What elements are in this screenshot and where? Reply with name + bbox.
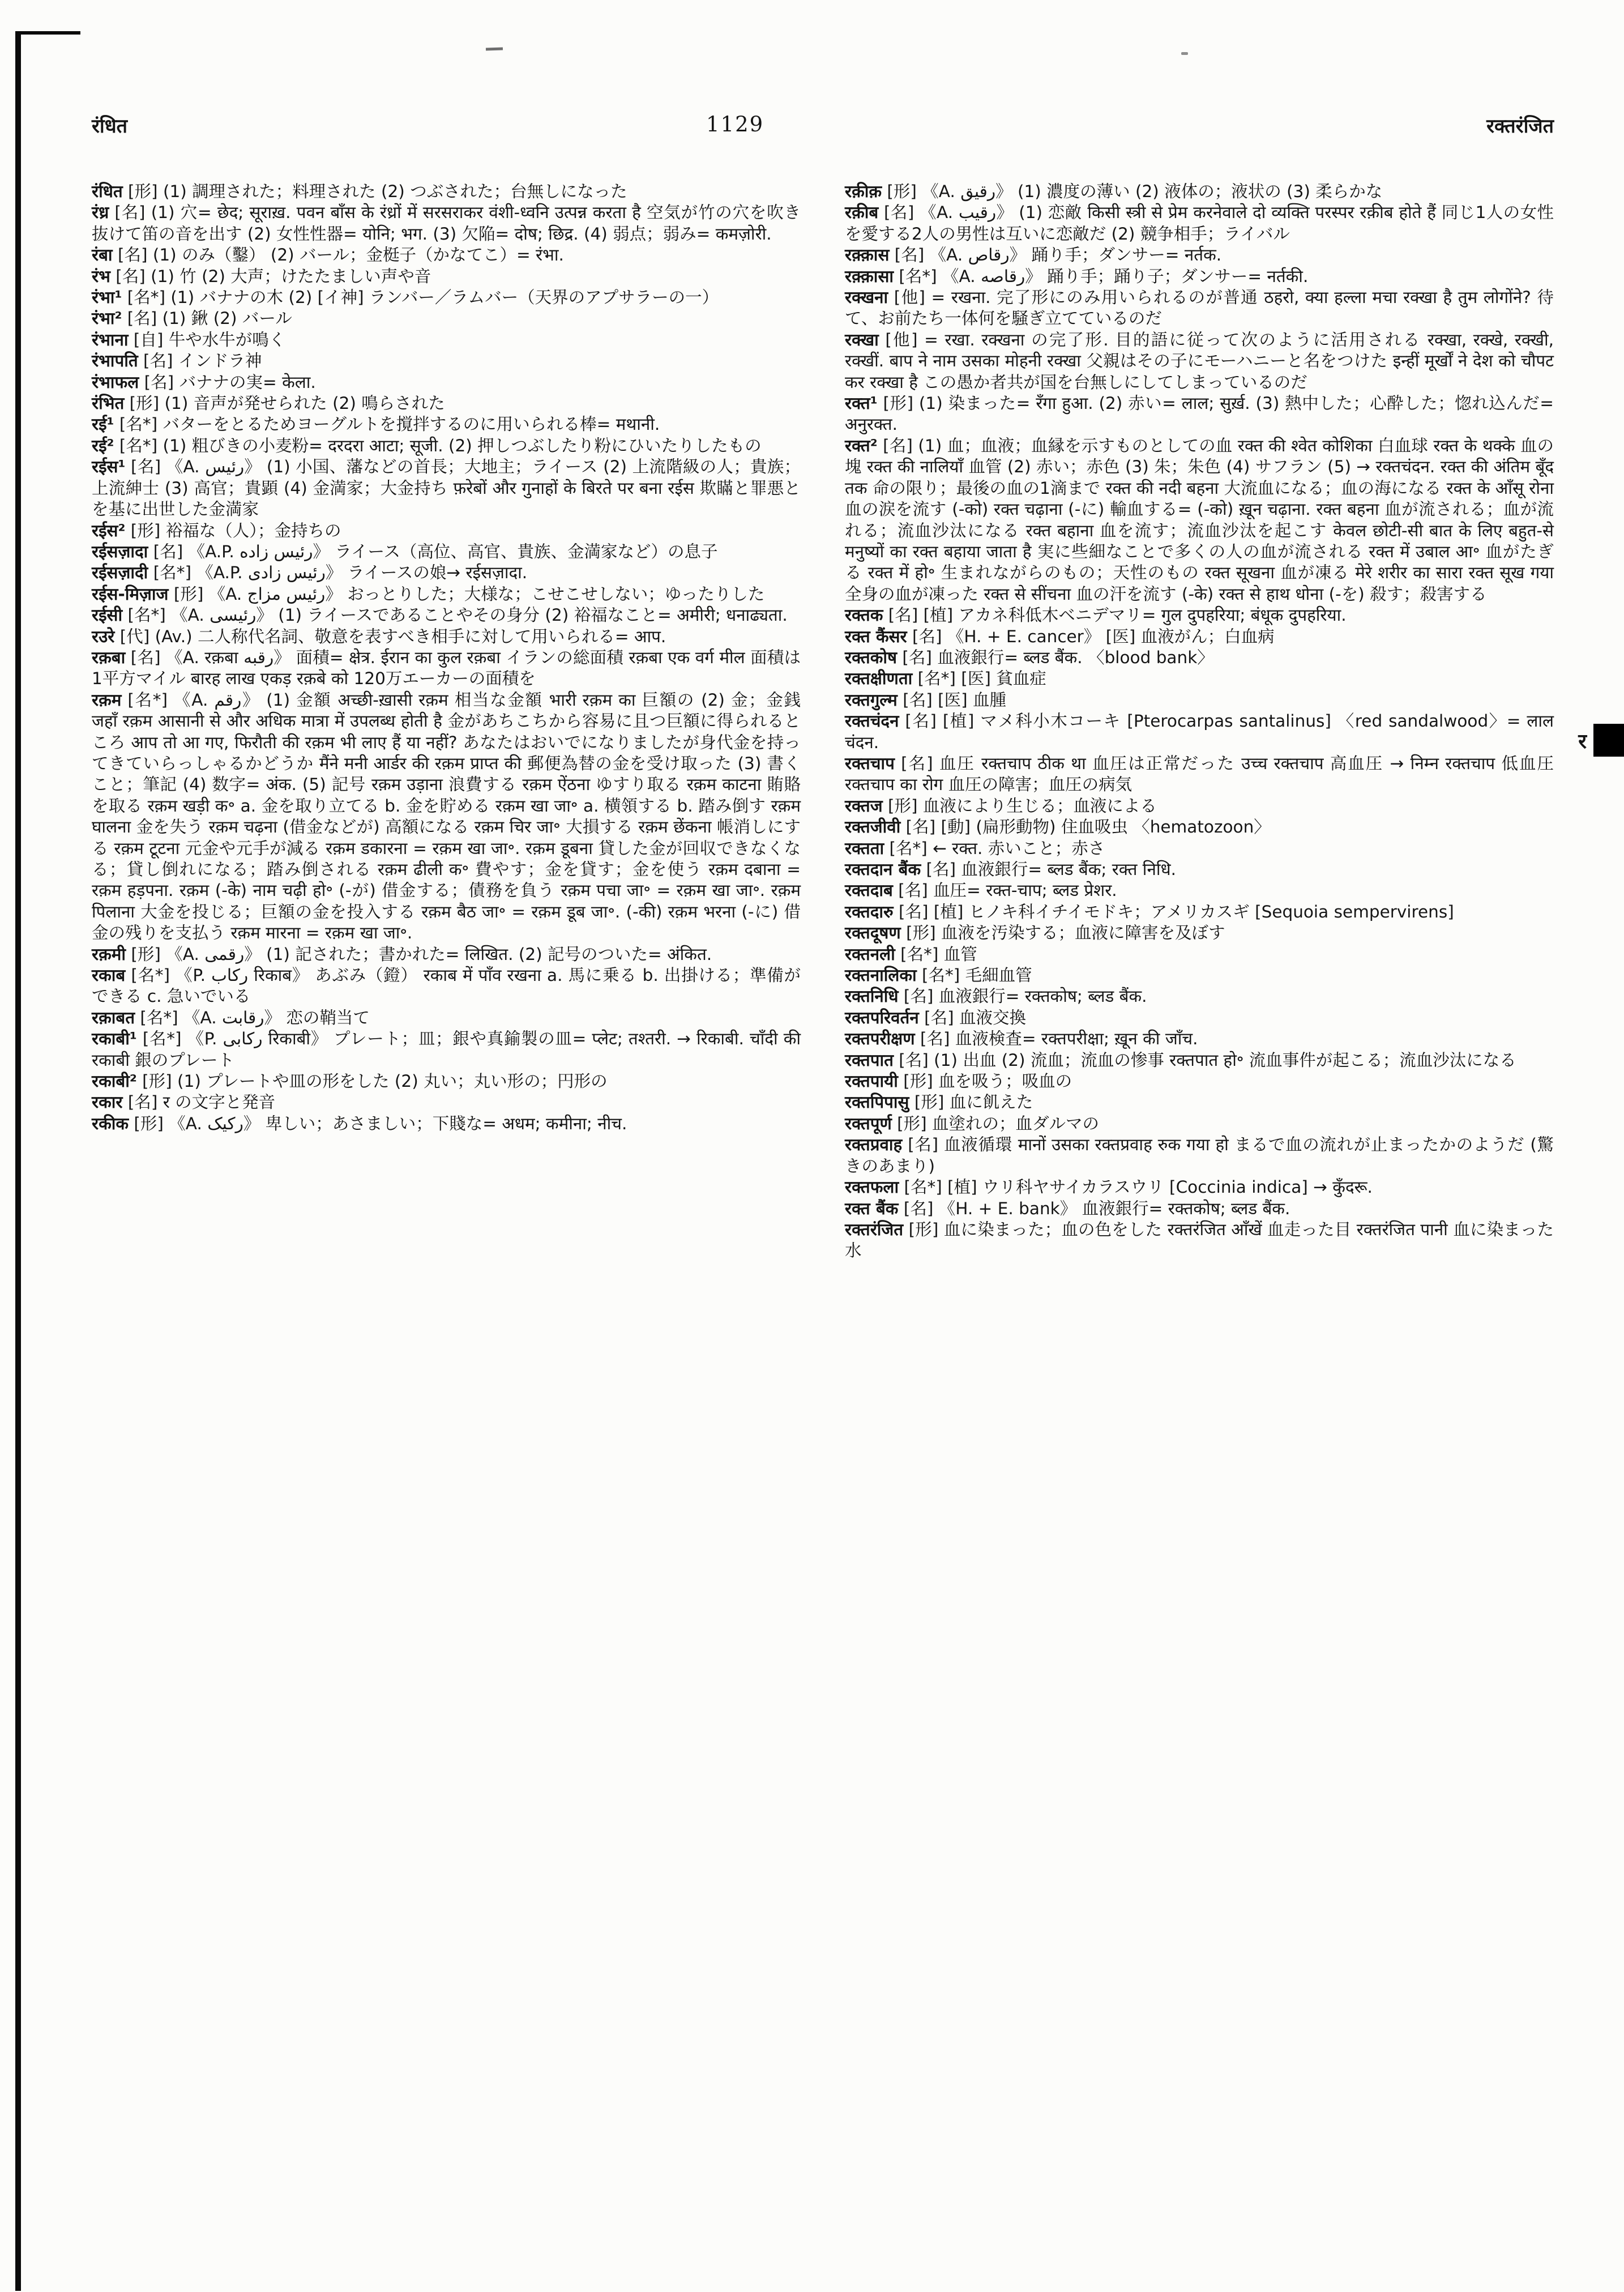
entry-headword: रंभा² [92,309,122,328]
dictionary-entry [92,605,801,626]
entry-headword: रंभापति [92,351,138,371]
entry-headword: रक़म [92,690,122,710]
dictionary-entry [92,944,801,965]
entry-headword: रक्तचंदन [845,711,899,731]
dictionary-entry [845,1028,1554,1049]
entry-body: [名*] 《P. رکابی रिकाबी》 プレート；皿；銀や真鍮製の皿= प्लेट; तश्तरी. → रिकाबी. चाँदी की रकाबी 銀のプレート [92,1029,801,1070]
entry-headword: रक्तपात [845,1050,894,1070]
entry-headword: रक्तप्रवाह [845,1135,903,1155]
entry-body: [名] [医] 血腫 [897,690,1006,710]
entry-headword: रक़बा [92,647,126,667]
dictionary-entry [92,1028,801,1071]
entry-body: [形] 《A. رکیک》 卑しい；あさましい；下賤な= अधम; कमीना; नीच. [129,1113,627,1133]
entry-headword: रकाबी² [92,1072,137,1091]
entry-body: [名] 《A.P. رئيس زاده》 ライース（高位、高官、貴族、金満家など）の息子 [148,541,718,561]
entry-headword: रक़ीब [845,203,879,223]
entry-body: [名] [植] アカネ科低木ベニデマリ= गुल दुपहरिया; बंधूक दुपहरिया. [883,605,1347,625]
dictionary-entry [845,690,1554,711]
entry-body: [名] [植] マメ科小木コーキ [Pterocarpas santalinus] 〈red sandalwood〉= लाल चंदन. [845,711,1554,752]
entry-body: [形] 血に飢えた [909,1092,1033,1112]
entry-headword: रक़ाबत [92,1008,135,1027]
entry-headword: रक्तदारु [845,902,894,921]
entry-body: [形] 血に染まった；血の色をした रक्तरंजित आँखें 血走った目 रक्तरंजित पानी 血に染まった水 [845,1219,1554,1261]
entry-headword: रंभा¹ [92,288,122,308]
dictionary-entry [845,626,1554,647]
dictionary-entry [92,436,801,456]
entry-body: [名*] 《A. رقابت》 恋の鞘当て [135,1008,370,1027]
entry-body: [名*] 《P. رکاب रिकाब》 あぶみ（鐙） रकाब में पाँव रखना a. 馬に乗る b. 出掛ける；準備ができる c. 急いでいる [92,966,801,1006]
entry-body: [名] 《A. رقیب》 (1) 恋敵 किसी स्त्री से प्रेम करनेवाले दो व्यक्ति परस्पर रक़ीब होते हैं 同じ1人の女性を愛する2人の男性は互いに恋敵だ (2) 競争相手；ライバル [845,203,1554,244]
dictionary-entry [92,393,801,414]
entry-headword: रक्तपूर्ण [845,1113,892,1133]
entry-headword: रकीक [92,1113,129,1133]
entry-body: [他] = रखा. रक्खना の完了形. 目的語に従って次のように活用される रक्खा, रक्खे, रक्खी, रक्खीं. बाप ने नाम उसका मोहनी रक्खा 父親はその子にモーハニーと名をつけた इन्हीं मूर्खों ने देश को चौपट कर रक्खा है この愚か者共が国を台無しにしてしまっているのだ [845,330,1554,392]
dictionary-entry [92,520,801,541]
entry-body: [形] 血を吸う；吸血の [898,1072,1072,1091]
entry-body: [名] (1) 血；血液；血縁を示すものとしての血 रक्त की श्वेत कोशिका 白血球 रक्त के थक्के 血の塊 रक्त की नालियाँ 血管 (2) 赤い；赤色 (3) 朱；朱色 (4) サフラン (5) → रक्तचंदन. रक्त की अंतिम बूँद तक 命の限り；最後の血の1滴まで रक्त की नदी बहना 大流血になる；血の海になる रक्त के आँसू रोना 血の涙を流す (-को) रक्त चढ़ाना (-に) 輸血する= (-को) ख़ून चढ़ाना. रक्त बहना 血が流される；血が流れる；流血沙汰になる रक्त बहाना 血を流す；流血沙汰を起こす केवल छोटी-सी बात के लिए बहुत-से मनुष्यों का रक्त बहाया जाता है 実に些細なことで多くの人の血が流される रक्त में उबाल आ॰ 血がたぎる रक्त में हो॰ 生まれながらのもの；天性のもの रक्त सूखना 血が凍る मेरे शरीर का सारा रक्त सूख गया 全身の血が凍った रक्त से सींचना 血の汗を流す (-के) रक्त से हाथ धोना (-を) 殺す；殺害する [845,436,1554,604]
dictionary-entry [845,838,1554,859]
dictionary-entry [92,181,801,202]
entry-body: [名*] 毛細血管 [916,966,1032,985]
entry-headword: रक्तपिपासु [845,1092,909,1112]
thumb-index-letter: र [1578,729,1587,753]
entry-headword: रंभ [92,266,110,286]
entry-headword: रकाब [92,966,126,985]
dictionary-entry [845,202,1554,245]
thumb-index-block-icon [1593,724,1624,757]
dictionary-entry [845,711,1554,753]
dictionary-entry [92,1071,801,1092]
dictionary-entry [92,266,801,287]
dictionary-entry [845,1113,1554,1134]
entry-body: [名] インドラ神 [138,351,262,371]
entry-headword: रक्तदाब [845,881,893,900]
entry-headword: रउरे [92,626,115,646]
entry-headword: रक्तरंजित [845,1219,904,1239]
entry-body: [名] 血圧= रक्त-चाप; ब्लड प्रेशर. [892,881,1117,900]
entry-headword: रईसज़ादी [92,563,148,583]
binding-edge-line [15,31,21,2291]
entry-body: [形] (1) 調理された；料理された (2) つぶされた；台無しになった [122,182,627,201]
entry-headword: रक्तदूषण [845,923,901,943]
entry-headword: रक्तपायी [845,1072,898,1091]
dictionary-entry [92,690,801,944]
dictionary-entry [845,796,1554,817]
entry-headword: रईस² [92,520,126,540]
entry-headword: रक्तता [845,838,884,858]
entry-body: [名*] [医] 貧血症 [912,669,1046,689]
running-header [92,112,1554,139]
entry-body: [名*] 《A. رقم》 (1) 金額 अच्छी-ख़ासी रक़म 相当な金額 भारी रक़म का 巨額の (2) 金；金銭 जहाँ रक़म आसानी से और अधिक मात्रा में उपलब्ध होती है 金があちこちから容易に且つ巨額に得られるところ आप तो आ गए, फिरौती की रक़म भी लाए हैं या नहीं? あなたはおいでになりましたが身代金を持ってきていらっしゃるかどうか मैंने मनी आर्डर की रक़म प्राप्त की 郵便為替の金を受け取った (3) 書くこと；筆記 (4) 数字= अंक. (5) 記号 रक़म उड़ाना 浪費する रक़म ऐंठना ゆすり取る रक़म काटना 賄賂を取る रक़म खड़ी क॰ a. 金を取り立てる b. 金を貯める रक़म खा जा॰ a. 横領する b. 踏み倒す रक़म घालना 金を失う रक़म चढ़ना (借金などが) 高額になる रक़म चिर जा॰ 大損する रक़म छेंकना 帳消しにする रक़म टूटना 元金や元手が減る रक़म डकारना = रक़म खा जा॰. रक़म डूबना 貸した金が回収できなくなる；貸し倒れになる；踏み倒される रक़म ढीली क॰ 費やす；金を貸す；金を使う रक़म दबाना = रक़म हड़पना. रक़म (-के) नाम चढ़ी हो॰ (-が) 借金する；債務を負う रक़म पचा जा॰ = रक़म खा जा॰. रक़म पिलाना 大金を投じる；巨額の金を投入する रक़म बैठ जा॰ = रक़म डूब जा॰. (-की) रक़म भरना (-に) 借金の残りを支払う रक़म मारना = रक़म खा जा॰. [92,690,801,943]
entry-headword: रक्त¹ [845,394,878,413]
entry-headword: रकार [92,1092,123,1112]
dictionary-entry [92,1113,801,1134]
entry-body: [名*] ← रक्त. 赤いこと；赤さ [884,838,1105,858]
entry-body: [名] 《H. + E. cancer》 [医] 血液がん；白血病 [907,626,1275,646]
page-number: 1129 [706,112,764,136]
left-column [92,181,801,1262]
dictionary-entry [845,753,1554,796]
dictionary-entry [92,1092,801,1113]
dictionary-entry [845,1177,1554,1198]
entry-body: [名*] 血管 [895,944,977,964]
text-block [92,181,1554,1262]
dictionary-entry [845,1219,1554,1262]
dictionary-entry [845,393,1554,436]
dictionary-entry [845,944,1554,965]
entry-headword: रंभाफल [92,372,139,392]
dictionary-entry [92,626,801,647]
dictionary-entry [845,605,1554,626]
entry-headword: रंध्र [92,203,109,223]
entry-headword: रक्तचाप [845,753,895,773]
entry-headword: रक्तगुल्म [845,690,898,710]
dictionary-entry [845,181,1554,202]
entry-headword: रक्तनालिका [845,966,917,985]
dictionary-entry [92,562,801,583]
entry-body: [名] (1) のみ（鑿） (2) バール；金梃子（かなてこ）= रंभा. [112,245,564,265]
header-guide-word-right: रक्तरंजित [1486,115,1554,138]
entry-body: [形] 《A. رقیق》 (1) 濃度の薄い (2) 液体の；液状の (3) 柔らかな [882,182,1383,201]
entry-headword: रक्तनिधि [845,987,899,1006]
entry-body: [名*] [植] ウリ科ヤサイカラスウリ [Coccinia indica] → कुँदरू. [899,1177,1373,1197]
entry-headword: रक्खना [845,288,888,308]
entry-headword: रंभाना [92,330,129,349]
dictionary-entry [845,436,1554,605]
dictionary-entry [92,584,801,605]
entry-body: [名*] 《A. رئيسى》 (1) ライースであることやその身分 (2) 裕福なこと= अमीरी; धनाढ्यता. [122,605,788,625]
entry-body: [名] र の文字と発音 [122,1092,276,1112]
entry-body: [名*] (1) 粗びきの小麦粉= दरदरा आटा; सूजी. (2) 押しつぶしたり粉にひいたりしたもの [114,436,762,455]
entry-body: [名] (1) 鍬 (2) バール [122,309,292,328]
entry-body: [名] 《A. रक़बा رقبه》 面積= क्षेत्र. ईरान का कुल रक़बा イランの総面積 रक़बा एक वर्ग मील 面積は1平方マイル बारह लाख एकड़ रक़बे को 120万エーカーの面積を [92,647,801,689]
dictionary-entry [845,647,1554,668]
entry-body: [名] 血圧 रक्तचाप ठीक था 血圧は正常だった उच्च रक्तचाप 高血圧 → निम्न रक्तचाप 低血圧 रक्तचाप का रोग 血圧の障害；血圧の病気 [845,753,1554,795]
entry-body: [形] (1) 染まった= रँगा हुआ. (2) 赤い= लाल; सुर्ख़. (3) 熱中した；心酔した；惚れ込んだ= अनुरक्त. [845,394,1554,434]
dictionary-entry [92,372,801,393]
dictionary-entry [845,923,1554,944]
entry-headword: रई² [92,436,114,455]
binding-top-stub [15,31,80,35]
entry-body: [名] 《A. رقاص》 踊り手；ダンサー= नर्तक. [889,245,1222,265]
entry-body: [名] [動] (扁形動物) 住血吸虫 〈hematozoon〉 [900,817,1271,837]
entry-body: [名] 《A. رئيس》 (1) 小国、藩などの首長；大地主；ライース (2) 上流階級の人；貴族；上流紳士 (3) 高官；貴顕 (4) 金満家；大金持ち फ़रेबों और गुनाहों के बिरते पर बना रईस 欺瞞と罪悪とを基に出世した金満家 [92,457,801,519]
entry-body: [名] (1) 穴= छेद; सूराख़. पवन बाँस के रंध्रों में सरसराकर वंशी-ध्वनि उत्पन्न करता है 空気が竹の穴を吹き抜けて笛の音を出す (2) 女性性器= योनि; भग. (3) 欠陥= दोष; छिद्र. (4) 弱点；弱み= कमज़ोरी. [92,203,801,244]
entry-headword: रंधित [92,182,123,201]
dictionary-entry [92,965,801,1008]
dictionary-entry [845,1198,1554,1219]
dictionary-entry [92,287,801,308]
dictionary-entry [92,541,801,562]
dictionary-entry [845,668,1554,689]
entry-headword: रंभित [92,394,125,413]
entry-headword: रक्त कैंसर [845,626,907,646]
dictionary-entry [92,202,801,245]
dictionary-entry [92,245,801,266]
entry-headword: रक़्क़ासा [845,266,894,286]
entry-body: [名] (1) 竹 (2) 大声；けたたましい声や音 [110,266,431,286]
dictionary-entry [845,245,1554,266]
entry-headword: रक्तज [845,796,883,816]
dictionary-entry [92,1008,801,1028]
entry-headword: रक्तनली [845,944,895,964]
entry-headword: रईस-मिज़ाज [92,584,169,604]
dictionary-entry [845,817,1554,838]
entry-headword: रईस¹ [92,457,126,477]
entry-headword: रक़ीक़ [845,182,882,201]
dictionary-entry [845,859,1554,880]
entry-body: [形] 血液により生じる；血液による [882,796,1157,816]
dictionary-entry [845,1050,1554,1071]
dictionary-entry [845,1134,1554,1177]
entry-headword: रक़्क़ास [845,245,890,265]
entry-body: [代] (Av.) 二人称代名詞、敬意を表すべき相手に対して用いられる= आप. [114,626,666,646]
entry-body: [名] バナナの実= केला. [139,372,316,392]
entry-body: [名] 《H. + E. bank》 血液銀行= रक्तकोष; ब्लड बैंक. [898,1198,1290,1218]
entry-body: [名*] 《A. رقاصه》 踊り手；踊り子；ダンサー= नर्तकी. [894,266,1309,286]
dictionary-entry [92,647,801,690]
dictionary-entry [845,1092,1554,1113]
entry-body: [名*] (1) バナナの木 (2) [イ神] ランバー／ラムバー（天界のアプサラーの一） [122,288,719,308]
entry-body: [名*] 《A.P. رئيس زادى》 ライースの娘→ रईसज़ादा. [148,563,528,583]
entry-headword: रंबा [92,245,113,265]
dictionary-entry [92,456,801,520]
entry-headword: रक्तकोष [845,647,898,667]
entry-body: [名] 血液銀行= ब्लड बैंक; रक्त निधि. [921,860,1176,879]
entry-body: [形] 血塗れの；血ダルマの [891,1113,1100,1133]
entry-headword: रक्तदान बैंक [845,860,921,879]
entry-headword: रक्तपरीक्षण [845,1029,915,1049]
entry-body: [形] 裕福な（人）；金持ちの [125,520,341,540]
scan-artifact-dot [1181,52,1188,55]
entry-headword: रक़मी [92,944,126,964]
entry-headword: रकाबी¹ [92,1029,137,1049]
scan-artifact-dash [486,47,503,50]
entry-headword: रक्त बैंक [845,1198,899,1218]
entry-body: [形] (1) 音声が発せられた (2) 鳴らされた [124,394,445,413]
entry-body: [名] 血液検査= रक्तपरीक्षा; ख़ून की जाँच. [914,1029,1198,1049]
entry-body: [形] (1) プレートや皿の形をした (2) 丸い；丸い形の；円形の [136,1072,608,1091]
entry-body: [形] 《A. رقمى》 (1) 記された；書かれた= लिखित. (2) 記号のついた= अंकित. [126,944,712,964]
entry-headword: रई¹ [92,415,114,434]
entry-body: [名] 血液交換 [918,1008,1027,1027]
entry-body: [名] (1) 出血 (2) 流血；流血の惨事 रक्तपात हो॰ 流血事件が起こる；流血沙汰になる [893,1050,1516,1070]
entry-headword: रक्खा [845,330,879,349]
thumb-index-tab [1578,724,1624,757]
entry-body: [名*] バターをとるためヨーグルトを撹拌するのに用いられる棒= मथानी. [114,415,660,434]
dictionary-entry [845,986,1554,1007]
entry-body: [自] 牛や水牛が鳴く [128,330,286,349]
entry-body: [形] 《A. رئيس مزاج》 おっとりした；大様な；こせこせしない；ゆったりした [168,584,765,604]
entry-body: [他] = रखना. 完了形にのみ用いられるのが普通 ठहरो, क्या हल्ला मचा रक्खा है तुम लोगोंने? 待て、お前たち一体何を騒ぎ立てているのだ [845,288,1554,328]
dictionary-entry [92,330,801,351]
dictionary-entry [845,880,1554,901]
entry-body: [名] 血液銀行= रक्तकोष; ब्लड बैंक. [898,987,1147,1006]
entry-headword: रक्तक्षीणता [845,669,913,689]
entry-body: [名] 血液銀行= ब्लड बैंक. 〈blood bank〉 [897,647,1214,667]
dictionary-entry [845,1071,1554,1092]
dictionary-entry [845,1008,1554,1028]
entry-headword: रक्त² [845,436,878,455]
dictionary-entry [845,902,1554,923]
dictionary-entry [92,414,801,435]
entry-headword: रक्तपरिवर्तन [845,1008,919,1027]
dictionary-entry [845,330,1554,393]
entry-headword: रक्तजीवी [845,817,901,837]
entry-headword: रक्तक [845,605,883,625]
entry-body: [形] 血液を汚染する；血液に障害を及ぼす [900,923,1225,943]
dictionary-entry [845,266,1554,287]
dictionary-entry [92,351,801,372]
entry-body: [名] [植] ヒノキ科イチイモドキ；アメリカスギ [Sequoia sempervirens] [893,902,1454,921]
entry-body: [名] 血液循環 मानों उसका रक्तप्रवाह रुक गया हो まるで血の流れが止まったかのようだ (驚きのあまり) [845,1135,1554,1176]
entry-headword: रक्तफला [845,1177,899,1197]
dictionary-entry [92,308,801,329]
entry-headword: रईसी [92,605,123,625]
header-guide-word-left: रंधित [92,115,128,138]
entry-headword: रईसज़ादा [92,541,148,561]
dictionary-entry [845,965,1554,986]
dictionary-entry [845,287,1554,330]
right-column [845,181,1554,1262]
